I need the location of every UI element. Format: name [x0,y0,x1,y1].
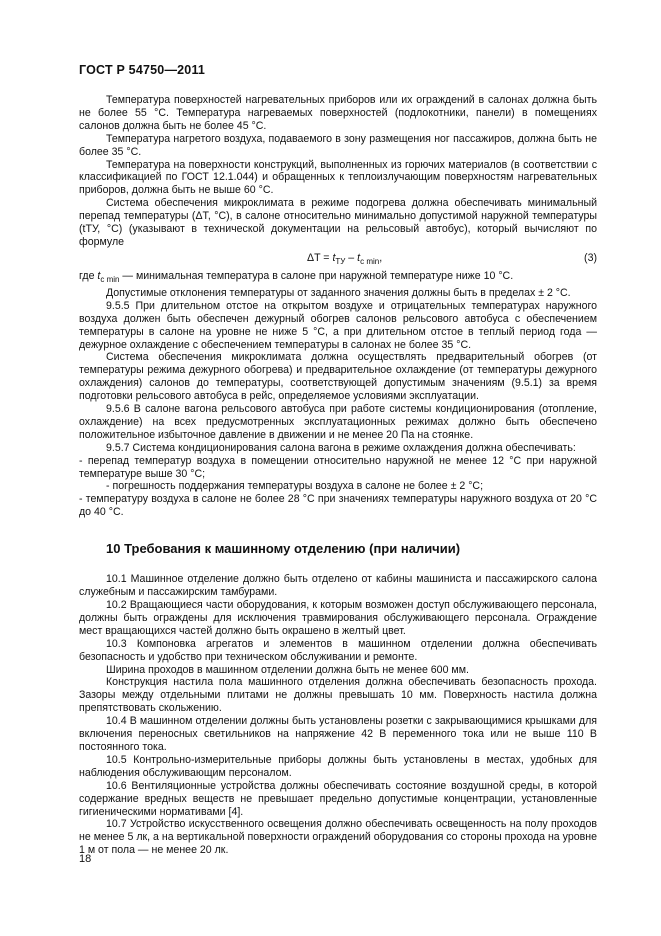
paragraph: Система обеспечения микроклимата должна осуществлять предварительный обогрев (от температуры режима дежурного обогрева) и предварительное охлаждение (от температуры дежурного охлаждения) салонов до температуры, соответствующей допустимым значениям (9.5.1) за время подготовки рельсового автобуса в рейс, определяемое условиями эксплуатации. [79,351,597,403]
list-item: - перепад температур воздуха в помещении относительно наружной не менее 12 °С при наружной температуре выше 30 °С; [79,454,597,480]
paragraph: 10.7 Устройство искусственного освещения должно обеспечивать освещенность на полу проходов не менее 5 лк, а на вертикальной поверхности ограждений оборудования со стороны прохода на уровне 1 м от пола — не менее 20 лк. [79,818,597,857]
paragraph: Температура на поверхности конструкций, выполненных из горючих материалов (в соответствии с классификацией по ГОСТ 12.1.044) и обращенных к теплоизлучающим поверхностям нагревательных приборов, должна быть не выше 60 °С. [79,158,597,197]
paragraph: 10.6 Вентиляционные устройства должны обеспечивать состояние воздушной среды, в которой содержание вредных веществ не превышает предельно допустимые концентрации, установленные гигиеническими нормативами [4]. [79,779,597,818]
paragraph: 9.5.7 Система кондиционирования салона вагона в режиме охлаждения должна обеспечивать: [106,441,576,454]
paragraph: 10.2 Вращающиеся части оборудования, к которым возможен доступ обслуживающего персонала, должны быть ограждены для исключения травмирования обслуживающего персонала. Ограждение мест вращающихся частей должно быть окрашено в желтый цвет. [79,599,597,637]
paragraph: Ширина проходов в машинном отделении должна быть не менее 600 мм. [106,663,469,676]
formula-expression: $\Delta T = t_{ТУ} - t_{с min}$, [307,251,383,266]
list-item: - температуру воздуха в салоне не более 28 °С при значениях температуры наружного воздуха от 20 °С до 40 °С. [79,493,597,519]
paragraph: 9.5.5 При длительном отстое на открытом воздухе и отрицательных температурах наружного воздуха должен быть обеспечен дежурный обогрев салонов рельсового автобуса с обеспечением температуры в салоне на уровне не ниже 5 °С, а при длительном отстое в теплый период года — дежурное охлаждение с обеспечением температуры в салонах не более 35 °С. [79,299,597,351]
paragraph: 9.5.6 В салоне вагона рельсового автобуса при работе системы кондиционирования (отопление, охлаждение) на всех предусмотренных эксплуатационных режимах должно быть обеспечено положительное избыточное давление в движении и не менее 20 Па на стоянке. [79,403,597,441]
paragraph: 10.3 Компоновка агрегатов и элементов в машинном отделении должна обеспечивать безопасность и удобство при техническом обслуживании и ремонте. [79,637,597,663]
paragraph: Система обеспечения микроклимата в режиме подогрева должна обеспечивать минимальный перепад температуры (ΔT, °С), в салоне относительно минимально допустимой наружной температуры (tТУ, °С) (указывают в технической документации на рельсовый автобус), который вычисляют по формуле [79,197,597,248]
paragraph: Температура нагретого воздуха, подаваемого в зону размещения ног пассажиров, должна быть не более 35 °С. [79,132,597,158]
paragraph: 10.4 В машинном отделении должны быть установлены розетки с закрывающимися крышками для включения переносных светильников на напряжение 42 В переменного тока или не выше 110 В постоянного тока. [79,715,597,753]
list-item: - погрешность поддержания температуры воздуха в салоне не более ± 2 °С; [106,480,484,493]
formula-3 [79,249,597,270]
page-body [79,94,597,857]
section-title: 10 Требования к машинному отделению (при наличии) [106,541,461,557]
paragraph: 10.5 Контрольно-измерительные приборы должны быть установлены в местах, удобных для наблюдения обслуживающим персоналом. [79,753,597,779]
formula-number: (3) [584,251,597,264]
paragraph: Температура поверхностей нагревательных приборов или их ограждений в салонах должна быть не более 55 °С. Температура нагреваемых поверхностей (подлокотники, панели) в помещениях салонов должна быть не более 45 °С. [79,94,597,132]
formula-explanation: где $t_{c min}$ — минимальная температура в салоне при наружной температуре ниже 10 °С. [79,269,514,284]
page-number: 18 [79,853,92,865]
paragraph: Допустимые отклонения температуры от заданного значения должны быть в пределах ± 2 °С. [106,286,571,299]
paragraph: 10.1 Машинное отделение должно быть отделено от кабины машиниста и пассажирского салона служебным и пассажирским тамбурами. [79,573,597,599]
paragraph: Конструкция настила пола машинного отделения должна обеспечивать безопасность прохода. Зазоры между отдельными плитами не должны превышать 10 мм. Поверхность настила должна препятствовать скольжению. [79,676,597,715]
document-header: ГОСТ Р 54750—2011 [79,63,206,77]
